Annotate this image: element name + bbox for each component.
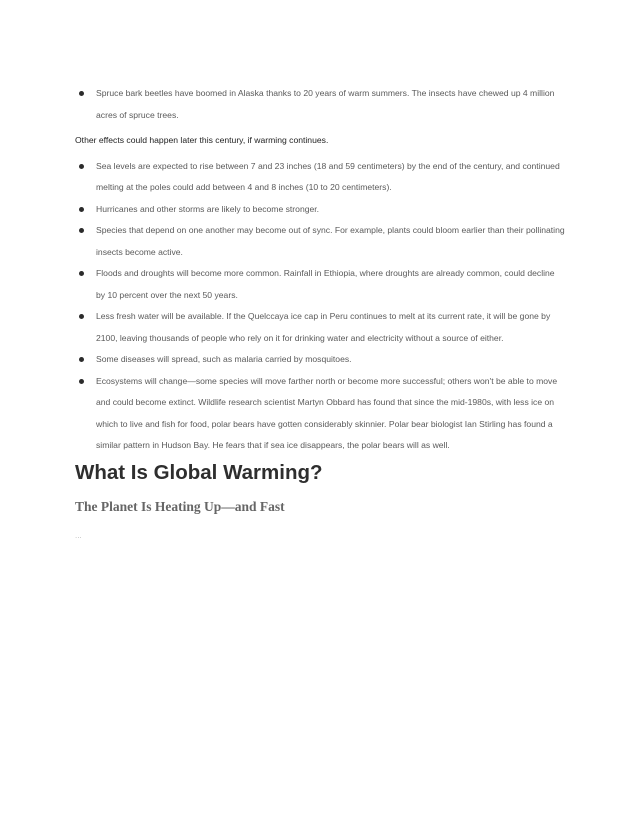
list-item [75, 306, 565, 349]
bullet-icon [79, 357, 84, 362]
bullet-icon [79, 207, 84, 212]
list-item-text: Floods and droughts will become more common. Rainfall in Ethiopia, where droughts are already common, could decline by 10 percent over the next 50 years. [96, 268, 555, 300]
list-item-text: Some diseases will spread, such as malaria carried by mosquitoes. [96, 354, 352, 364]
list-item-text: Sea levels are expected to rise between 7 and 23 inches (18 and 59 centimeters) by the end of the century, and continued melting at the poles could add between 4 and 8 inches (10 to 20 centimeters). [96, 160, 560, 192]
list-item-text: Ecosystems will change—some species will move farther north or become more successful; others won't be able to move and could become extinct. Wildlife research scientist Martyn Obbard has found that since the mid-1980s, with less ice on which to live and fish for food, polar bears have gotten considerably skinnier. Polar bear biologist Ian Stirling has found a similar pattern in Hudson Bay. He fears that if sea ice disappears, the polar bears will as well. [96, 375, 558, 450]
list-item [75, 83, 565, 126]
bullet-icon [79, 91, 84, 96]
section-heading: What Is Global Warming? [75, 460, 323, 484]
list-item [75, 349, 565, 371]
list-item-text: Hurricanes and other storms are likely to become stronger. [96, 203, 320, 214]
list-item-text: Spruce bark beetles have boomed in Alaska thanks to 20 years of warm summers. The insects have chewed up 4 million acres of spruce trees. [96, 88, 555, 120]
list-item [75, 371, 565, 457]
list-item [75, 199, 565, 221]
bullet-icon [79, 271, 84, 276]
section-subheading: The Planet Is Heating Up—and Fast [75, 498, 285, 514]
effects-bullet-list [75, 156, 565, 457]
list-item [75, 220, 565, 263]
list-item [75, 263, 565, 306]
continuation-ellipsis: ... [75, 530, 82, 540]
bullet-icon [79, 314, 84, 319]
bullet-icon [79, 379, 84, 384]
paragraph: Other effects could happen later this century, if warming continues. [75, 135, 329, 145]
document-content [75, 83, 565, 542]
list-item [75, 156, 565, 199]
list-item-text: Less fresh water will be available. If the Quelccaya ice cap in Peru continues to melt at its current rate, it will be gone by 2100, leaving thousands of people who rely on it for drinking water and electricity without a source of either. [96, 311, 551, 343]
bullet-icon [79, 164, 84, 169]
list-item-text: Species that depend on one another may become out of sync. For example, plants could bloom earlier than their pollinating insects become active. [96, 225, 565, 257]
bullet-icon [79, 228, 84, 233]
intro-bullet-list [75, 83, 565, 126]
